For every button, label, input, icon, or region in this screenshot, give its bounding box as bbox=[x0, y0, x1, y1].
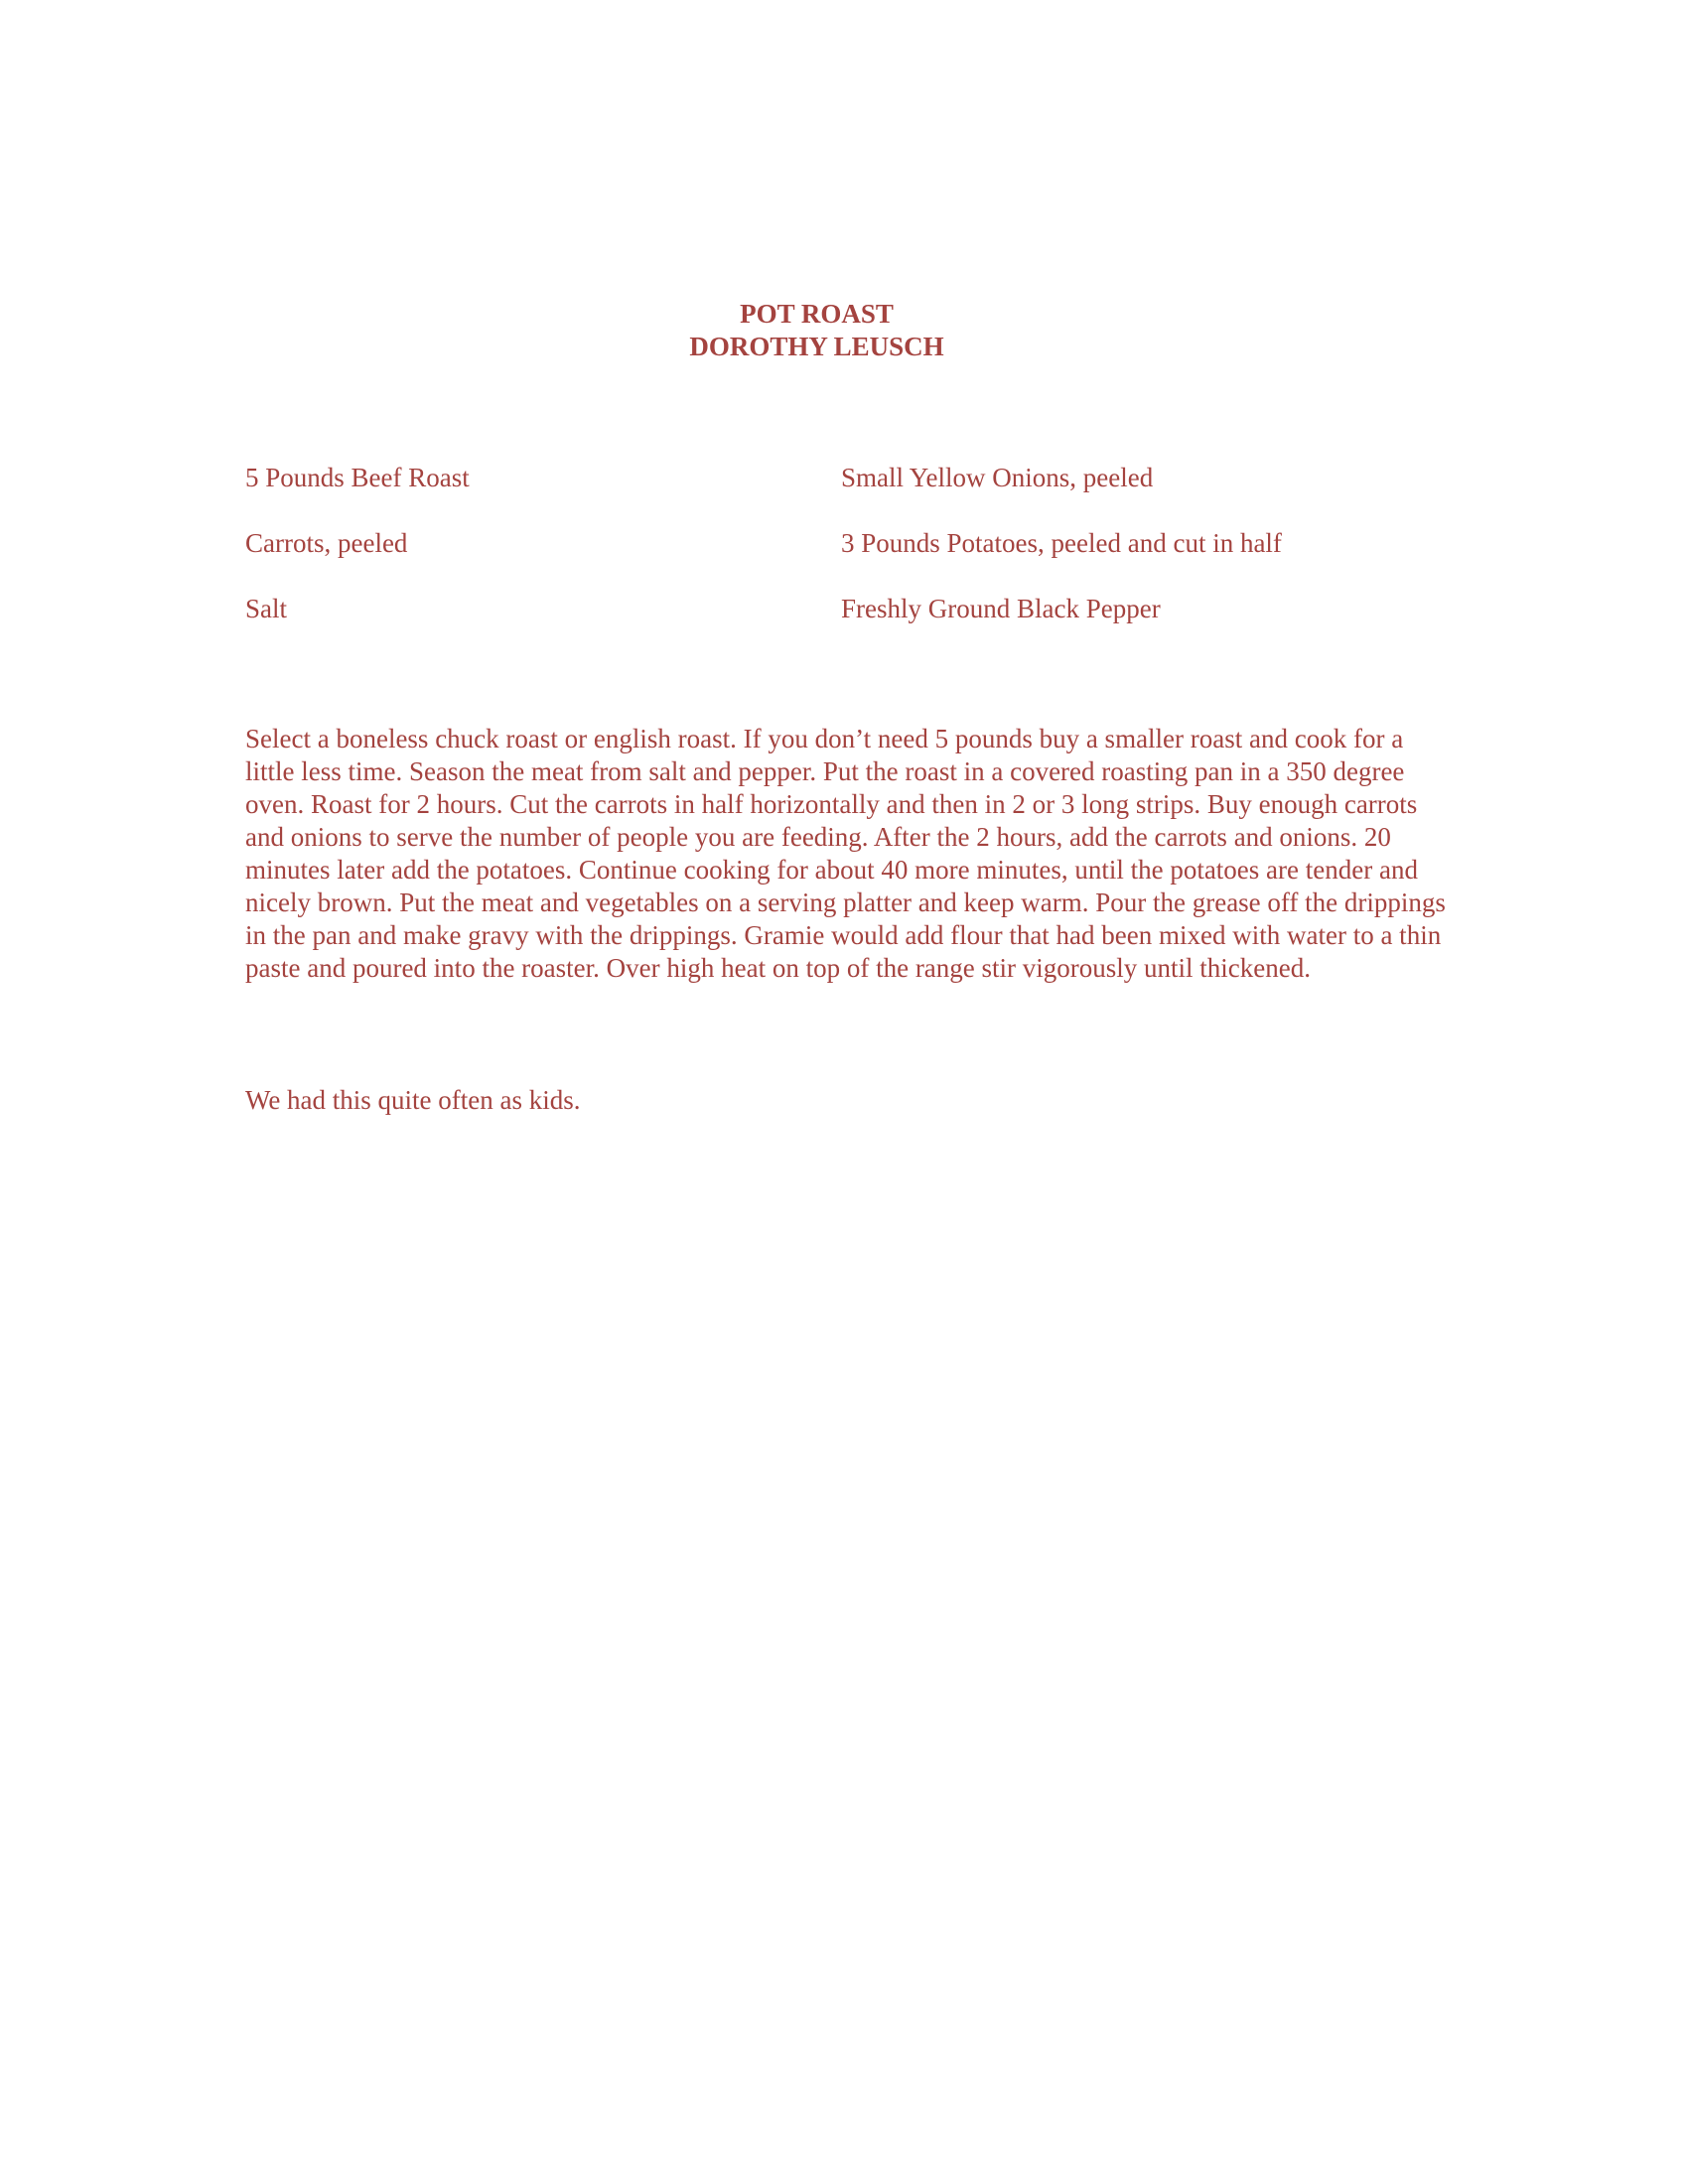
ingredient-item: Salt bbox=[245, 594, 288, 623]
recipe-title: POT ROAST bbox=[740, 299, 894, 329]
recipe-instructions: Select a boneless chuck roast or english roast. If you don’t need 5 pounds buy a smaller roast and cook for a little less time. Season the meat from salt and pepper. Put the roast in a covered roasting pan in a 350 degree oven. Roast for 2 hours. Cut the carrots in half horizontally and then in 2 or 3 long strips. Buy enough carrots and onions to serve the number of people you are feeding. After the 2 hours, add the carrots and onions. 20 minutes later add the potatoes. Continue cooking for about 40 more minutes, until the potatoes are tender and nicely brown. Put the meat and vegetables on a serving platter and keep warm. Pour the grease off the drippings in the pan and make gravy with the drippings. Gramie would add flour that had been mixed with water to a thin paste and poured into the roaster. Over high heat on top of the range stir vigorously until thickened. bbox=[245, 724, 1446, 983]
ingredient-item: Carrots, peeled bbox=[245, 528, 408, 558]
ingredient-item: 3 Pounds Potatoes, peeled and cut in half bbox=[841, 528, 1282, 558]
ingredient-row bbox=[245, 593, 1437, 658]
ingredient-row bbox=[245, 462, 1437, 527]
recipe-author: DOROTHY LEUSCH bbox=[689, 332, 944, 361]
ingredient-list bbox=[245, 462, 1437, 658]
ingredient-item: 5 Pounds Beef Roast bbox=[245, 463, 470, 492]
ingredient-row bbox=[245, 527, 1437, 593]
ingredient-item: Small Yellow Onions, peeled bbox=[841, 463, 1154, 492]
ingredient-item: Freshly Ground Black Pepper bbox=[841, 594, 1161, 623]
recipe-note: We had this quite often as kids. bbox=[245, 1085, 581, 1115]
recipe-header bbox=[0, 298, 1633, 363]
